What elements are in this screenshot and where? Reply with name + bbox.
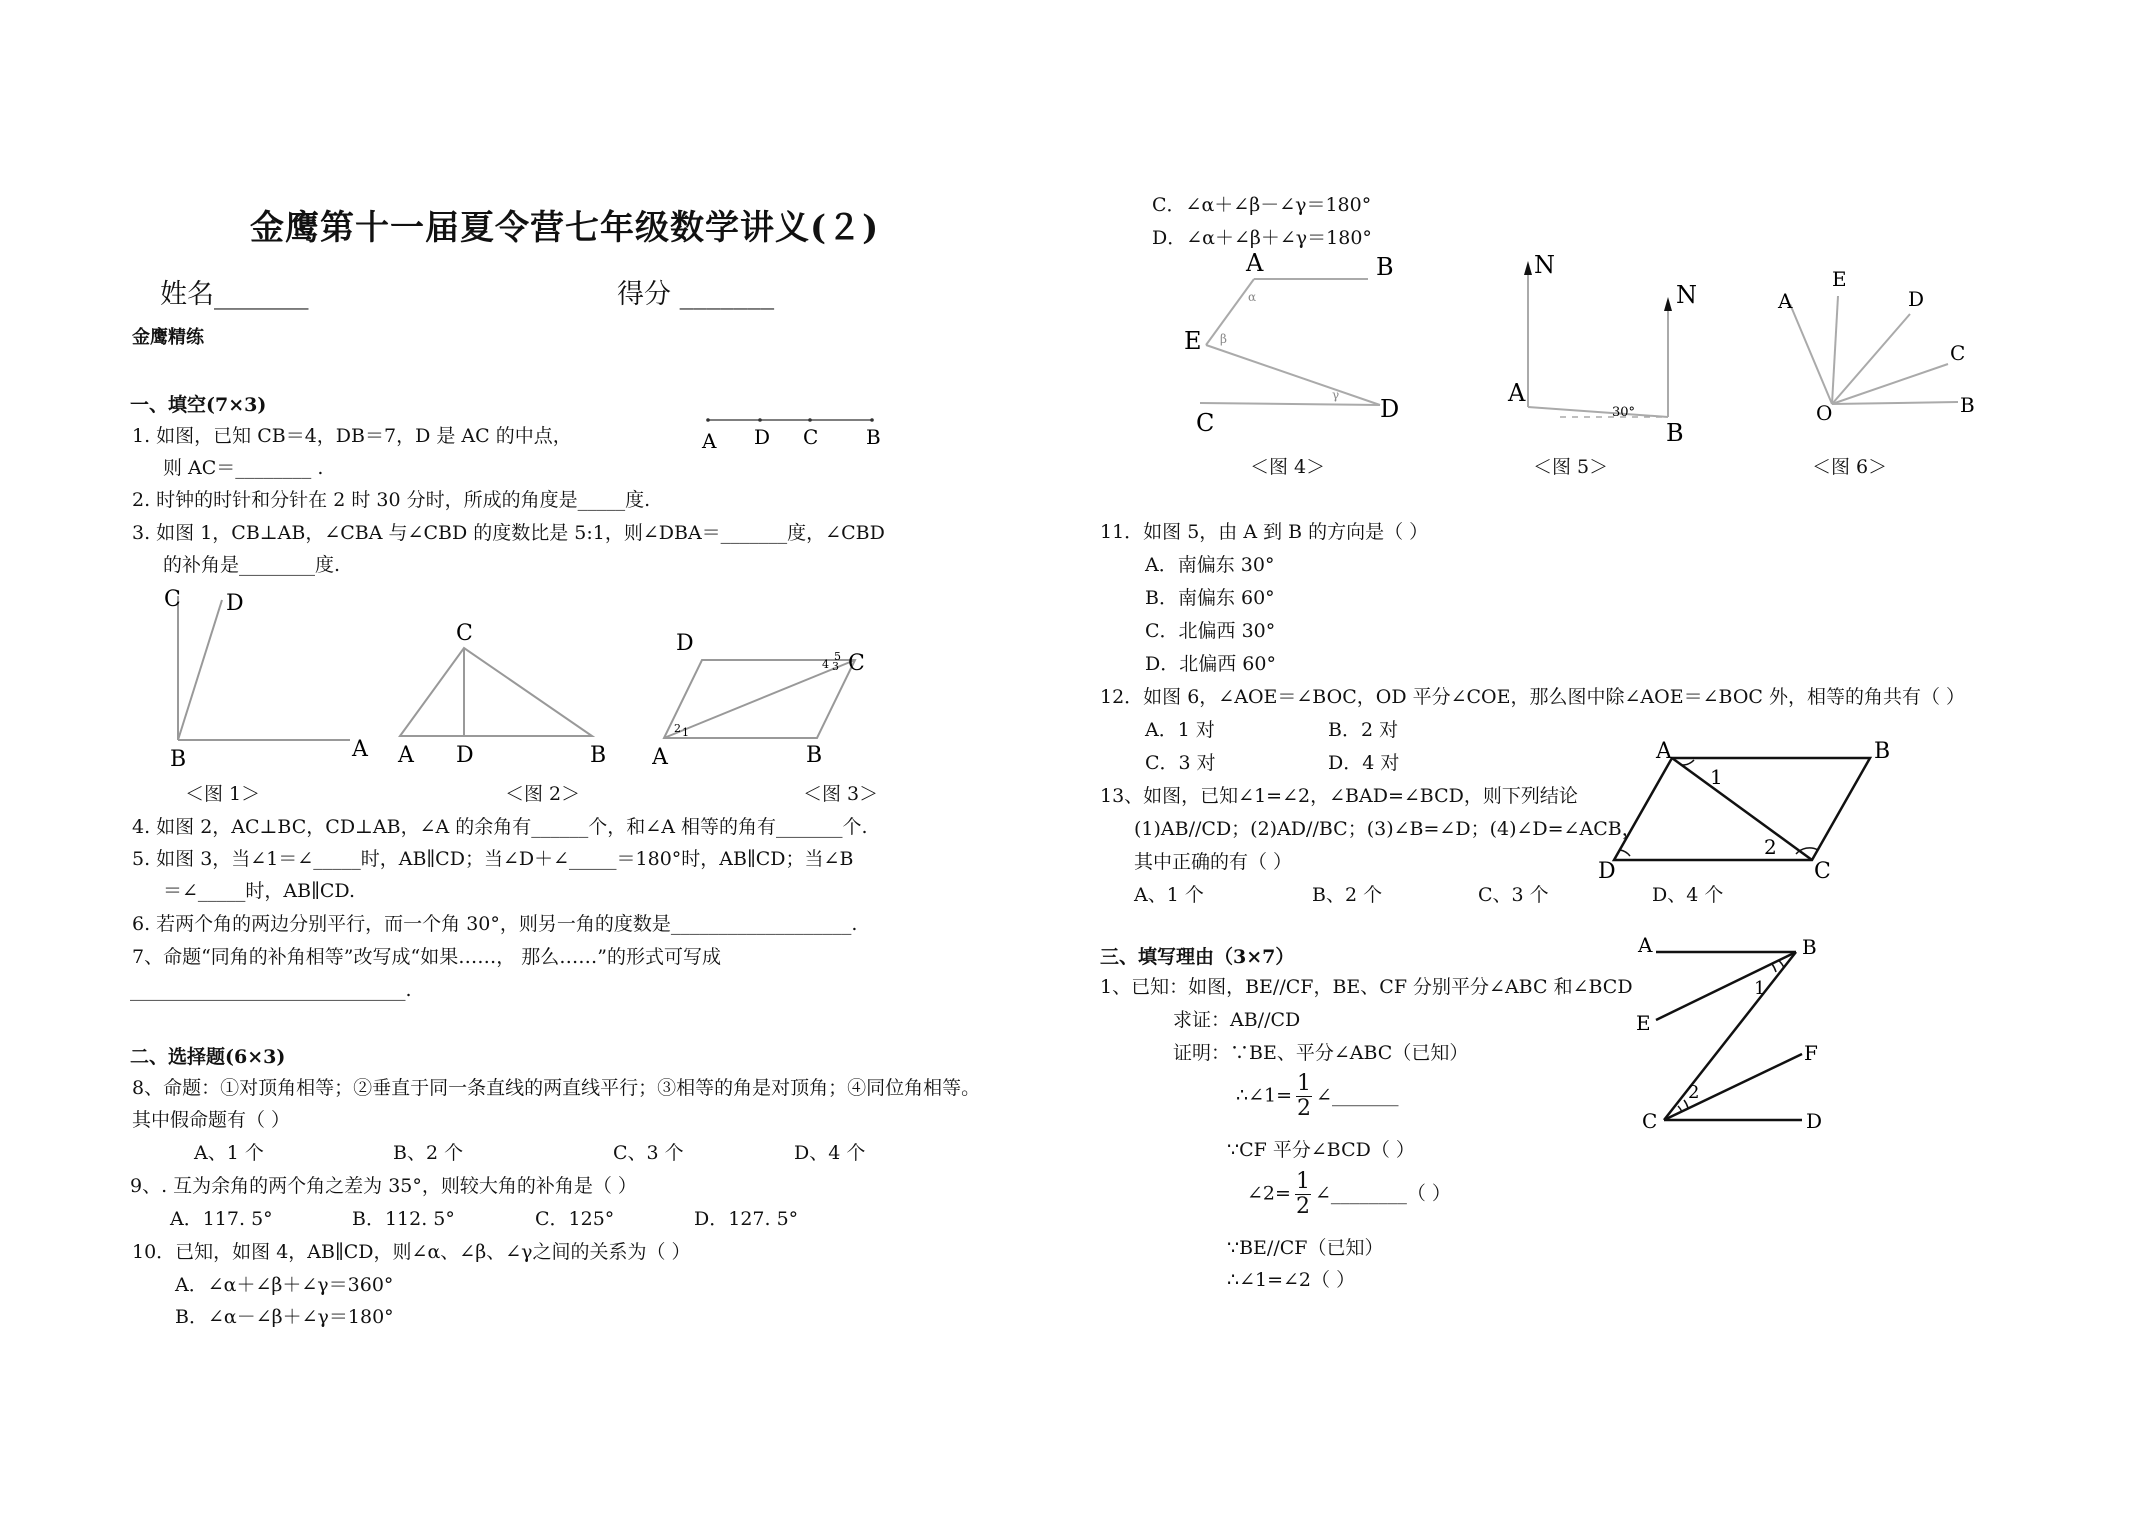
svg-text:A: A (702, 429, 717, 453)
svg-text:D: D (754, 425, 771, 449)
q12-option-a: A．1 对 (1145, 719, 1215, 741)
svg-text:B: B (590, 743, 607, 768)
q11-option-c: C．北偏西 30° (1145, 620, 1276, 642)
svg-text:B: B (1666, 419, 1684, 445)
figure-3 (652, 630, 882, 775)
s3-line2-prefix: ∴∠1= (1236, 1084, 1293, 1107)
svg-text:D: D (456, 743, 474, 768)
svg-text:C: C (803, 425, 819, 449)
section3-heading: 三、填写理由（3×7） (1100, 946, 1295, 968)
s3-prove: 求证：AB//CD (1173, 1009, 1301, 1031)
q9-option-c: C．125° (535, 1208, 615, 1230)
svg-text:C: C (1950, 341, 1966, 365)
s3-line4-prefix: ∠2= (1247, 1182, 1291, 1205)
one-half-fraction (1296, 1072, 1312, 1121)
q13-option-c: C、3 个 (1478, 884, 1549, 906)
figure-5-caption: ＜图 5＞ (1533, 456, 1609, 478)
s3-proof-line5: ∵BE//CF（已知） (1227, 1237, 1384, 1259)
q10-option-a: A．∠α＋∠β＋∠γ＝360° (175, 1274, 394, 1296)
svg-text:A: A (1246, 249, 1264, 277)
svg-text:2: 2 (1688, 1082, 1700, 1103)
fraction-numerator: 1 (1297, 1071, 1312, 1096)
page-title: 金鹰第十一届夏令营七年级数学讲义(２) (250, 208, 880, 248)
svg-text:C: C (1814, 859, 1831, 884)
q7-line2: _____________________________. (130, 979, 412, 1001)
subtitle: 金鹰精练 (132, 327, 204, 348)
figure-1-caption: ＜图 1＞ (185, 783, 261, 805)
svg-text:B: B (866, 425, 881, 449)
q10-option-c: C．∠α＋∠β－∠γ＝180° (1152, 194, 1372, 216)
figure-5 (1500, 245, 1720, 445)
svg-text:α: α (1248, 290, 1257, 304)
svg-text:β: β (1220, 332, 1227, 346)
s3-proof-line4 (1247, 1170, 1451, 1219)
fraction-numerator-2: 1 (1295, 1169, 1310, 1194)
svg-text:A: A (1656, 739, 1672, 764)
s3-proof-line1: 证明：∵BE、平分∠ABC（已知） (1173, 1042, 1469, 1064)
s3-proof-line3: ∵CF 平分∠BCD（ ） (1227, 1139, 1415, 1161)
s3-line2-suffix: ∠_______ (1316, 1084, 1399, 1107)
section1-heading: 一、填空(7×3) (130, 394, 267, 416)
figure-4 (1170, 245, 1410, 435)
q13-option-b: B、2 个 (1312, 884, 1383, 906)
svg-text:D: D (1908, 287, 1925, 311)
q9-option-d: D．127. 5° (694, 1208, 799, 1230)
svg-text:N: N (1676, 281, 1697, 309)
q9-option-b: B．112. 5° (352, 1208, 455, 1230)
svg-text:A: A (1778, 289, 1793, 313)
figure-6 (1760, 260, 2000, 430)
figure-1 (160, 582, 375, 772)
svg-text:γ: γ (1332, 388, 1340, 402)
figure-2-caption: ＜图 2＞ (505, 783, 581, 805)
svg-text:4: 4 (822, 658, 829, 671)
q8-line2: 其中假命题有（ ） (132, 1109, 291, 1131)
svg-text:D: D (1806, 1109, 1823, 1133)
q12-option-c: C．3 对 (1145, 752, 1216, 774)
q8-option-c: C、3 个 (613, 1142, 684, 1164)
q5-line1: 5. 如图 3，当∠1＝∠_____时，AB∥CD；当∠D＋∠_____＝180°时，AB∥CD；当∠B (132, 848, 854, 870)
svg-text:2: 2 (1764, 835, 1777, 859)
svg-text:B: B (1960, 393, 1975, 417)
q1-segment-figure (700, 408, 890, 456)
q3-line1: 3. 如图 1，CB⊥AB，∠CBA 与∠CBD 的度数比是 5:1，则∠DBA＝_______度，∠CBD (132, 522, 885, 544)
q12: 12．如图 6，∠AOE＝∠BOC，OD 平分∠COE，那么图中除∠AOE＝∠BOC 外，相等的角共有（ ） (1100, 686, 1966, 708)
q8-option-a: A、1 个 (194, 1142, 264, 1164)
svg-text:C: C (1196, 409, 1215, 435)
svg-text:E: E (1184, 327, 1202, 355)
svg-text:C: C (848, 651, 865, 676)
svg-text:1: 1 (682, 726, 689, 739)
q13-line1: 13、如图，已知∠1=∠2，∠BAD=∠BCD，则下列结论 (1100, 785, 1578, 807)
svg-text:B: B (1802, 935, 1817, 959)
q13-line2: (1)AB//CD；(2)AD//BC；(3)∠B=∠D；(4)∠D=∠ACB， (1134, 818, 1641, 840)
svg-text:2: 2 (674, 722, 681, 735)
svg-text:D: D (676, 631, 694, 656)
svg-text:O: O (1816, 401, 1833, 425)
svg-text:C: C (164, 587, 181, 612)
svg-text:A: A (352, 737, 368, 762)
q11-option-a: A．南偏东 30° (1145, 554, 1275, 576)
svg-text:5: 5 (834, 650, 841, 663)
svg-text:A: A (1508, 379, 1526, 407)
q10-option-b: B．∠α－∠β＋∠γ＝180° (175, 1306, 394, 1328)
svg-text:B: B (806, 743, 823, 768)
figure-4-caption: ＜图 4＞ (1250, 456, 1326, 478)
s3-proof-line2 (1236, 1072, 1398, 1121)
q10: 10．已知，如图 4，AB∥CD，则∠α、∠β、∠γ之间的关系为（ ） (132, 1241, 691, 1263)
figure-2 (392, 620, 617, 770)
fraction-denominator: 2 (1297, 1096, 1312, 1121)
q11-option-b: B．南偏东 60° (1145, 587, 1275, 609)
section2-heading: 二、选择题(6×3) (130, 1046, 286, 1068)
name-field: 姓名_______ (160, 279, 309, 310)
svg-text:D: D (1380, 395, 1400, 423)
q7-line1: 7、命题“同角的补角相等”改写成“如果……， 那么……”的形式可写成 (132, 946, 721, 968)
q8-option-b: B、2 个 (393, 1142, 464, 1164)
q9-option-a: A．117. 5° (170, 1208, 273, 1230)
svg-text:30°: 30° (1612, 405, 1636, 420)
q6: 6. 若两个角的两边分别平行，而一个角 30°，则另一角的度数是___________________. (132, 913, 858, 935)
figure-3-caption: ＜图 3＞ (803, 783, 879, 805)
fraction-denominator-2: 2 (1295, 1194, 1310, 1219)
svg-text:B: B (170, 747, 187, 772)
s3-line4-suffix: ∠________（ ） (1314, 1182, 1451, 1205)
q12-option-b: B．2 对 (1328, 719, 1399, 741)
q2: 2. 时钟的时针和分针在 2 时 30 分时，所成的角度是_____度. (132, 489, 651, 511)
section3-figure (1628, 930, 1828, 1140)
q4: 4. 如图 2，AC⊥BC，CD⊥AB，∠A 的余角有______个，和∠A 相等的角有_______个. (132, 816, 868, 838)
svg-text:A: A (652, 745, 668, 770)
q8-option-d: D、4 个 (794, 1142, 866, 1164)
q1-line1: 1. 如图，已知 CB＝4，DB＝7，D 是 AC 的中点， (132, 425, 572, 447)
svg-text:E: E (1832, 267, 1847, 291)
q13-option-a: A、1 个 (1134, 884, 1204, 906)
q13-line3: 其中正确的有（ ） (1134, 851, 1293, 873)
svg-text:1: 1 (1754, 978, 1766, 999)
q8-line1: 8、命题：①对顶角相等；②垂直于同一条直线的两直线平行；③相等的角是对顶角；④同位角相等。 (132, 1077, 981, 1099)
svg-text:F: F (1804, 1041, 1818, 1065)
one-half-fraction-2 (1295, 1170, 1311, 1219)
q9: 9、. 互为余角的两个角之差为 35°，则较大角的补角是（ ） (130, 1175, 637, 1197)
q10-option-d: D．∠α＋∠β＋∠γ＝180° (1152, 227, 1372, 249)
svg-text:D: D (226, 591, 244, 616)
q5-line2: ＝∠_____时，AB∥CD. (163, 880, 356, 902)
svg-text:N: N (1534, 251, 1555, 279)
svg-text:C: C (456, 621, 473, 646)
svg-text:A: A (398, 743, 414, 768)
svg-text:B: B (1874, 739, 1891, 764)
score-field: 得分 _______ (617, 279, 775, 310)
q11-option-d: D．北偏西 60° (1145, 653, 1276, 675)
s3-given: 1、已知：如图，BE//CF，BE、CF 分别平分∠ABC 和∠BCD (1100, 976, 1633, 998)
svg-text:E: E (1636, 1011, 1651, 1035)
q3-line2: 的补角是________度. (163, 554, 341, 576)
figure-6-caption: ＜图 6＞ (1812, 456, 1888, 478)
svg-text:3: 3 (832, 660, 839, 673)
q12-option-d: D．4 对 (1328, 752, 1400, 774)
svg-text:C: C (1642, 1109, 1658, 1133)
q1-line2: 则 AC＝________ . (163, 457, 324, 479)
svg-text:D: D (1598, 859, 1616, 884)
q13-option-d: D、4 个 (1652, 884, 1724, 906)
svg-text:B: B (1376, 253, 1394, 281)
q13-figure (1590, 738, 1920, 888)
q11: 11．如图 5，由 A 到 B 的方向是（ ） (1100, 521, 1429, 543)
svg-text:1: 1 (1710, 765, 1723, 789)
svg-text:A: A (1638, 933, 1653, 957)
s3-proof-line6: ∴∠1=∠2（ ） (1227, 1269, 1356, 1291)
